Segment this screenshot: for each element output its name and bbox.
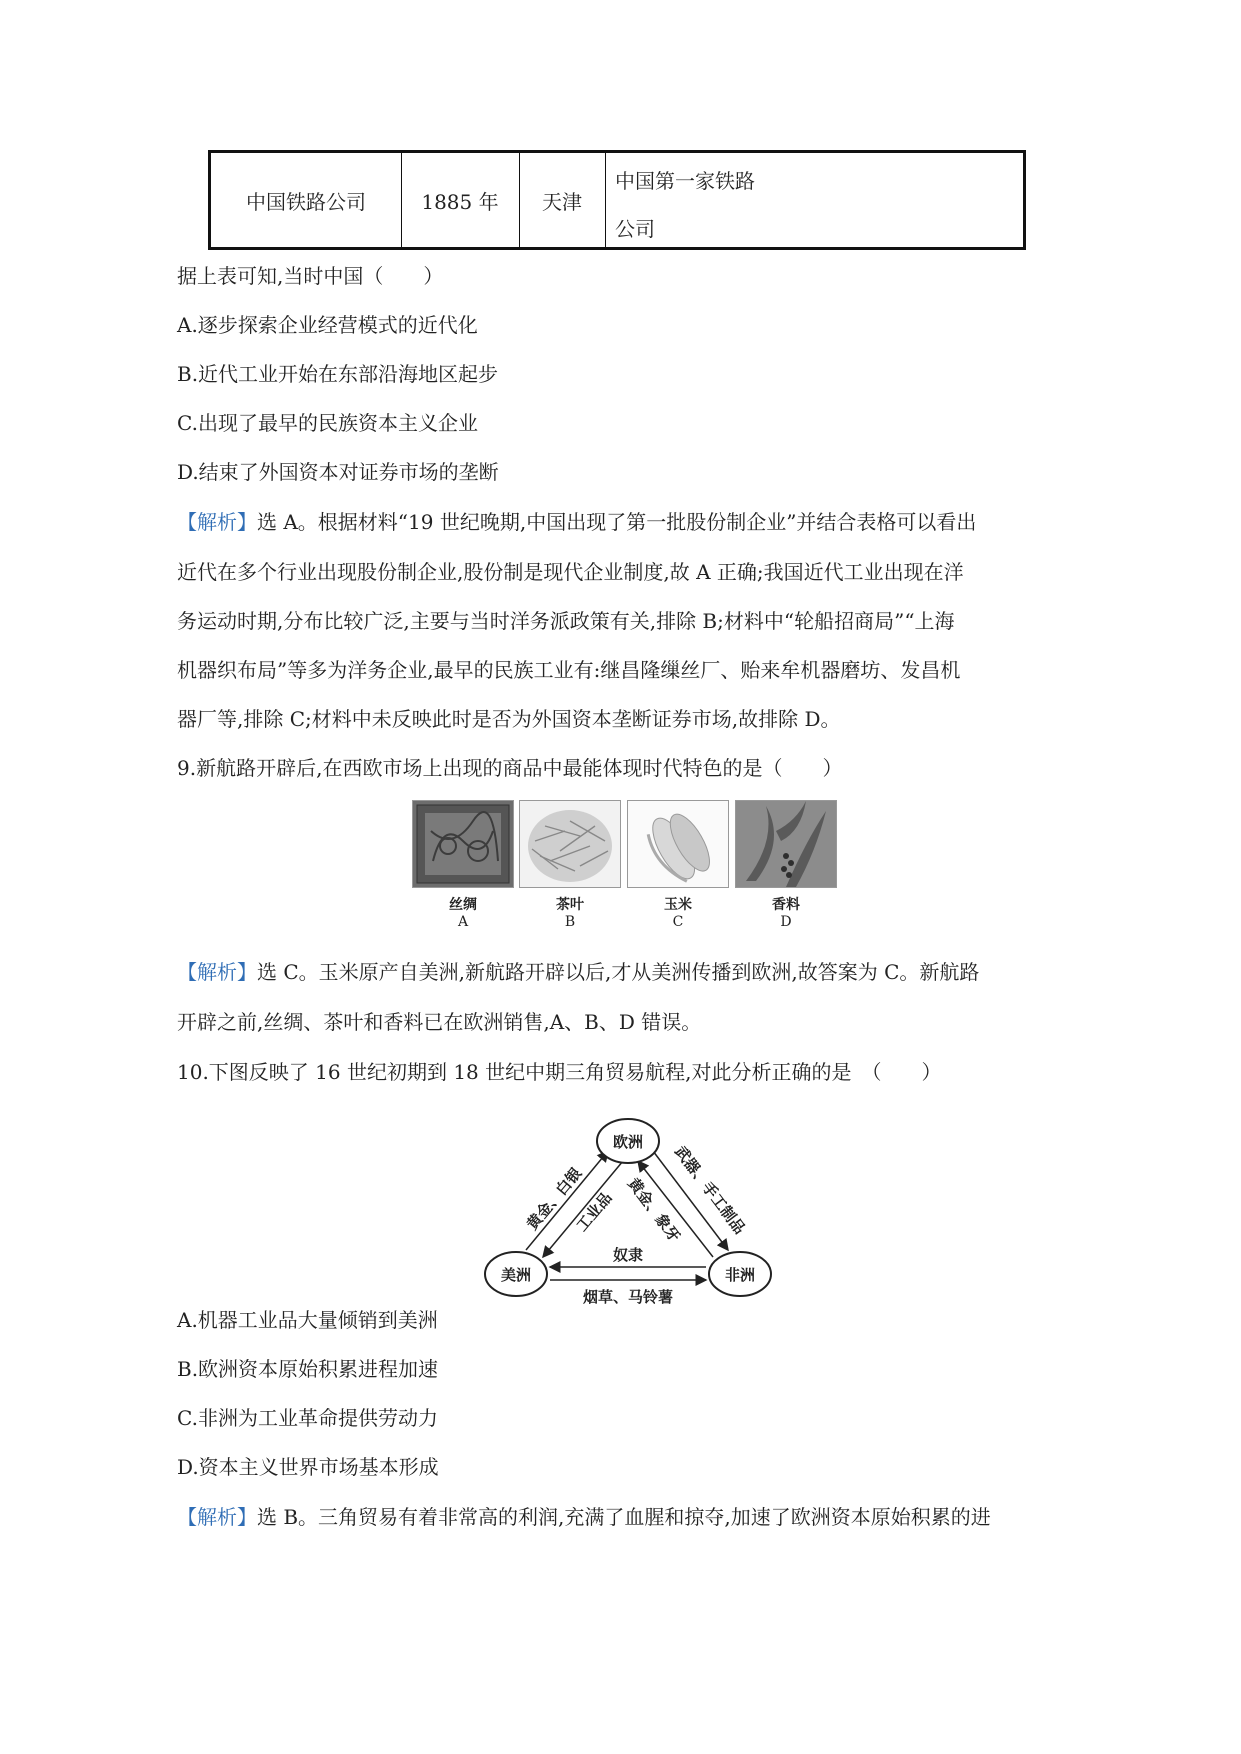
q8-analysis-line1: 【解析】选 A。根据材料“19 世纪晚期,中国出现了第一批股份制企业”并结合表格可以看出 bbox=[177, 510, 977, 534]
label-america: 美洲 bbox=[500, 1266, 532, 1284]
product-label-a: 丝绸 bbox=[449, 897, 477, 913]
q9-analysis-line2: 开辟之前,丝绸、茶叶和香料已在欧洲销售,A、B、D 错误。 bbox=[177, 1010, 702, 1034]
q8-option-d: D.结束了外国资本对证券市场的垄断 bbox=[177, 460, 499, 484]
product-label-d: 香料 bbox=[772, 897, 800, 913]
q8-option-a: A.逐步探索企业经营模式的近代化 bbox=[177, 313, 478, 337]
analysis-tag: 【解析】 bbox=[177, 510, 257, 534]
q8-option-c: C.出现了最早的民族资本主义企业 bbox=[177, 411, 478, 435]
product-letter-d: D bbox=[780, 914, 792, 930]
table-cell-company: 中国铁路公司 bbox=[211, 153, 402, 247]
label-america-to-africa: 烟草、马铃薯 bbox=[582, 1288, 674, 1306]
silk-image bbox=[412, 800, 514, 888]
product-letter-c: C bbox=[672, 914, 684, 930]
q10-option-a: A.机器工业品大量倾销到美洲 bbox=[177, 1308, 438, 1332]
q9-analysis-line1: 【解析】选 C。玉米原产自美洲,新航路开辟以后,才从美洲传播到欧洲,故答案为 C。新航路 bbox=[177, 960, 980, 984]
railway-table-row bbox=[208, 150, 1026, 250]
q10-option-d: D.资本主义世界市场基本形成 bbox=[177, 1455, 439, 1479]
q8-option-b: B.近代工业开始在东部沿海地区起步 bbox=[177, 362, 499, 386]
triangle-trade-diagram bbox=[478, 1117, 774, 1317]
label-europe-to-africa: 武器、手工制品 bbox=[671, 1142, 749, 1238]
product-letter-a: A bbox=[457, 914, 469, 930]
tea-image bbox=[519, 800, 621, 888]
corn-image bbox=[627, 800, 729, 888]
q10-option-c: C.非洲为工业革命提供劳动力 bbox=[177, 1406, 438, 1430]
table-cell-note bbox=[605, 153, 1023, 247]
table-cell-year: 1885 年 bbox=[401, 153, 520, 247]
label-africa-to-europe: 黄金、象牙 bbox=[624, 1174, 684, 1246]
label-africa-to-america: 奴隶 bbox=[612, 1246, 644, 1264]
table-cell-city: 天津 bbox=[519, 153, 606, 247]
label-america-to-europe: 黄金、白银 bbox=[523, 1164, 586, 1234]
product-letter-b: B bbox=[564, 914, 576, 930]
q10-stem: 10.下图反映了 16 世纪初期到 18 世纪中期三角贸易航程,对此分析正确的是 （ ） bbox=[177, 1060, 942, 1084]
table-note-line1: 中国第一家铁路 bbox=[615, 169, 755, 193]
product-label-b: 茶叶 bbox=[556, 897, 584, 913]
analysis-tag: 【解析】 bbox=[177, 1505, 257, 1529]
product-label-c: 玉米 bbox=[664, 897, 692, 913]
q8-analysis-line2: 近代在多个行业出现股份制企业,股份制是现代企业制度,故 A 正确;我国近代工业出现在洋 bbox=[177, 560, 964, 584]
q8-stem: 据上表可知,当时中国（ ） bbox=[177, 264, 444, 288]
spice-image bbox=[735, 800, 837, 888]
label-europe: 欧洲 bbox=[612, 1133, 644, 1151]
label-africa: 非洲 bbox=[724, 1266, 756, 1284]
q8-analysis-line3: 务运动时期,分布比较广泛,主要与当时洋务派政策有关,排除 B;材料中“轮船招商局”“上海 bbox=[177, 609, 955, 633]
analysis-tag: 【解析】 bbox=[177, 960, 257, 984]
q10-analysis-line1: 【解析】选 B。三角贸易有着非常高的利润,充满了血腥和掠夺,加速了欧洲资本原始积累的进 bbox=[177, 1505, 991, 1529]
label-europe-to-america: 工业品 bbox=[572, 1188, 616, 1235]
q9-stem: 9.新航路开辟后,在西欧市场上出现的商品中最能体现时代特色的是（ ） bbox=[177, 756, 843, 780]
q8-analysis-line5: 器厂等,排除 C;材料中未反映此时是否为外国资本垄断证券市场,故排除 D。 bbox=[177, 707, 841, 731]
table-note-line2: 公司 bbox=[615, 217, 655, 241]
q10-option-b: B.欧洲资本原始积累进程加速 bbox=[177, 1357, 439, 1381]
q8-analysis-line4: 机器织布局”等多为洋务企业,最早的民族工业有:继昌隆缫丝厂、贻来牟机器磨坊、发昌机 bbox=[177, 658, 961, 682]
